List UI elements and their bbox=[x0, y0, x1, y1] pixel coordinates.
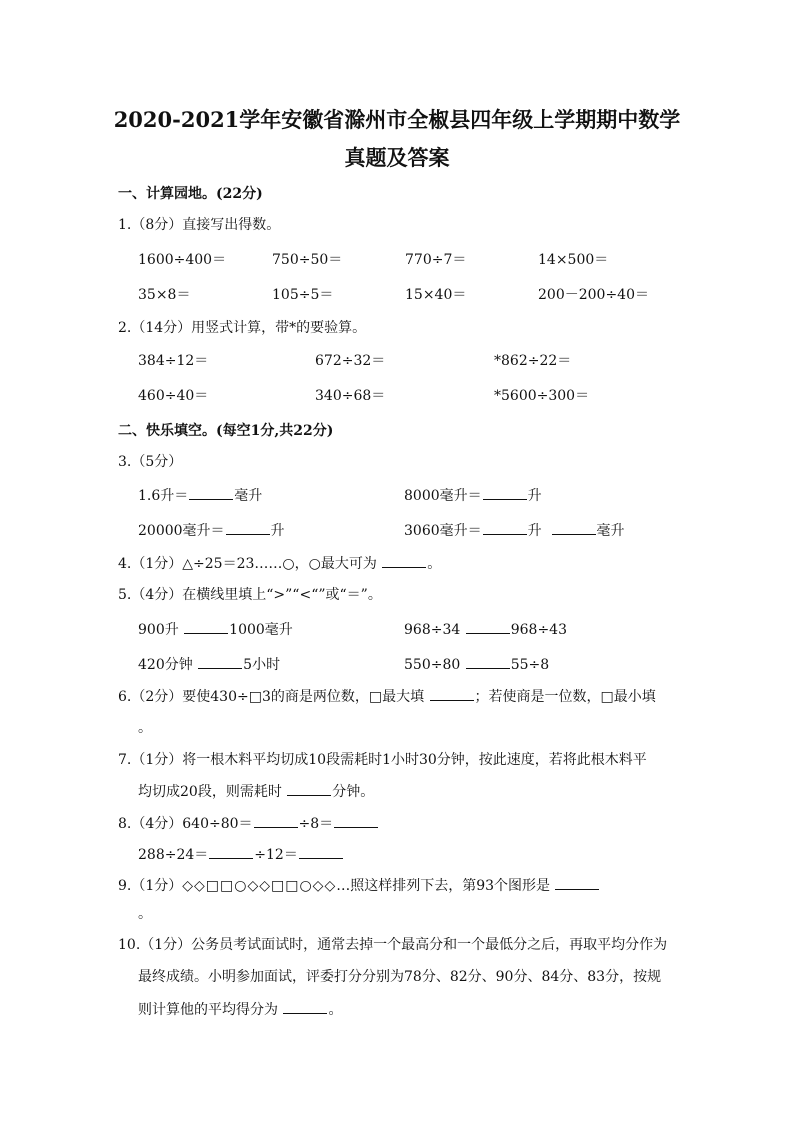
q1-item: 105÷5＝ bbox=[272, 287, 334, 303]
q3-item bbox=[138, 486, 262, 505]
q1-item: 1600÷400＝ bbox=[138, 252, 227, 268]
text: 分钟。 bbox=[332, 784, 375, 800]
text: 968÷34 bbox=[404, 622, 465, 638]
q1-item: 770÷7＝ bbox=[405, 252, 467, 268]
text: ÷8＝ bbox=[298, 816, 334, 832]
q1-item: 750÷50＝ bbox=[272, 252, 343, 268]
answer-blank[interactable] bbox=[466, 620, 510, 634]
answer-blank[interactable] bbox=[209, 845, 253, 859]
q3-stem: 3.（5分） bbox=[118, 454, 183, 470]
q3-item bbox=[138, 521, 285, 540]
text: 升 bbox=[527, 523, 542, 539]
answer-blank[interactable] bbox=[287, 782, 331, 796]
q2-stem: 2.（14分）用竖式计算，带*的要验算。 bbox=[118, 320, 367, 336]
text: 升 bbox=[527, 488, 542, 504]
answer-blank[interactable] bbox=[283, 1000, 327, 1014]
q7-line-1: 7.（1分）将一根木料平均切成10段需耗时1小时30分钟，按此速度，若将此根木料平 bbox=[118, 752, 647, 768]
q1-item: 35×8＝ bbox=[138, 287, 191, 303]
text: 420分钟 bbox=[138, 657, 198, 673]
text: 毫升 bbox=[596, 523, 625, 539]
text: 1.6升＝ bbox=[138, 488, 189, 504]
q3-item bbox=[404, 521, 625, 540]
q5-item bbox=[138, 655, 280, 674]
answer-blank[interactable] bbox=[483, 486, 527, 500]
q1-item: 14×500＝ bbox=[538, 252, 609, 268]
text: 升 bbox=[270, 523, 285, 539]
answer-blank[interactable] bbox=[430, 687, 474, 701]
text: 8000毫升＝ bbox=[404, 488, 482, 504]
text: 55÷8 bbox=[510, 657, 550, 673]
text: 则计算他的平均得分为 bbox=[138, 1002, 283, 1018]
text: 8.（4分）640÷80＝ bbox=[118, 816, 253, 832]
text: 。 bbox=[328, 1002, 343, 1018]
q5-item bbox=[404, 655, 549, 674]
answer-blank[interactable] bbox=[334, 814, 378, 828]
title-line-1: 2020-2021学年安徽省滁州市全椒县四年级上学期期中数学 bbox=[113, 107, 681, 132]
text: 550÷80 bbox=[404, 657, 465, 673]
q1-item: 200－200÷40＝ bbox=[538, 287, 649, 303]
q7-line-2 bbox=[138, 782, 374, 801]
q6 bbox=[118, 687, 656, 706]
text: 6.（2分）要使430÷□3的商是两位数，□最大填 bbox=[118, 689, 429, 705]
answer-blank[interactable] bbox=[254, 814, 298, 828]
answer-blank[interactable] bbox=[466, 655, 510, 669]
section-1-heading: 一、计算园地。(22分) bbox=[118, 186, 263, 202]
q2-item: 384÷12＝ bbox=[138, 353, 209, 369]
q5-stem: 5.（4分）在横线里填上“>”“<“”或“＝”。 bbox=[118, 587, 382, 603]
answer-blank[interactable] bbox=[483, 521, 527, 535]
answer-blank[interactable] bbox=[382, 554, 426, 568]
q5-item bbox=[138, 620, 293, 639]
answer-blank[interactable] bbox=[198, 655, 242, 669]
q1-item: 15×40＝ bbox=[405, 287, 467, 303]
q8-line-2 bbox=[138, 845, 344, 864]
text: 毫升 bbox=[234, 488, 263, 504]
text: 均切成20段，则需耗时 bbox=[138, 784, 287, 800]
section-2-heading: 二、快乐填空。(每空1分,共22分) bbox=[118, 423, 334, 439]
q10-line-3 bbox=[138, 1000, 342, 1019]
q1-stem: 1.（8分）直接写出得数。 bbox=[118, 217, 281, 233]
q3-item bbox=[404, 486, 542, 505]
text: 968÷43 bbox=[510, 622, 567, 638]
answer-blank[interactable] bbox=[226, 521, 270, 535]
q9 bbox=[118, 876, 600, 895]
q10-line-2: 最终成绩。小明参加面试，评委打分分别为78分、82分、90分、84分、83分，按规 bbox=[138, 969, 662, 985]
text: 9.（1分） bbox=[118, 878, 183, 894]
q4 bbox=[118, 554, 441, 573]
q5-item bbox=[404, 620, 567, 639]
text: ；若使商是一位数，□最小填 bbox=[474, 689, 656, 705]
q10-line-1: 10.（1分）公务员考试面试时，通常去掉一个最高分和一个最低分之后，再取平均分作为 bbox=[118, 937, 668, 953]
text: …照这样排列下去，第93个图形是 bbox=[336, 878, 555, 894]
title-line-2: 真题及答案 bbox=[344, 145, 450, 170]
q2-item: *5600÷300＝ bbox=[494, 388, 590, 404]
answer-blank[interactable] bbox=[184, 620, 228, 634]
q6-end: 。 bbox=[138, 720, 152, 736]
text: ÷12＝ bbox=[254, 847, 298, 863]
q9-end: 。 bbox=[138, 906, 152, 922]
q2-item: 340÷68＝ bbox=[315, 388, 386, 404]
text: 900升 bbox=[138, 622, 184, 638]
answer-blank[interactable] bbox=[552, 521, 596, 535]
answer-blank[interactable] bbox=[555, 876, 599, 890]
text: 1000毫升 bbox=[229, 622, 293, 638]
shape-sequence: ◇◇□□○◇◇□□○◇◇ bbox=[182, 878, 337, 894]
text: 3060毫升＝ bbox=[404, 523, 482, 539]
text: 。 bbox=[427, 556, 442, 572]
answer-blank[interactable] bbox=[189, 486, 233, 500]
q8-line-1 bbox=[118, 814, 379, 833]
text: 4.（1分）△÷25＝23……○，○最大可为 bbox=[118, 556, 382, 572]
q2-item: 460÷40＝ bbox=[138, 388, 209, 404]
text: 5小时 bbox=[243, 657, 281, 673]
answer-blank[interactable] bbox=[299, 845, 343, 859]
q2-item: 672÷32＝ bbox=[315, 353, 386, 369]
text: 20000毫升＝ bbox=[138, 523, 225, 539]
q2-item: *862÷22＝ bbox=[494, 353, 572, 369]
text: 288÷24＝ bbox=[138, 847, 209, 863]
